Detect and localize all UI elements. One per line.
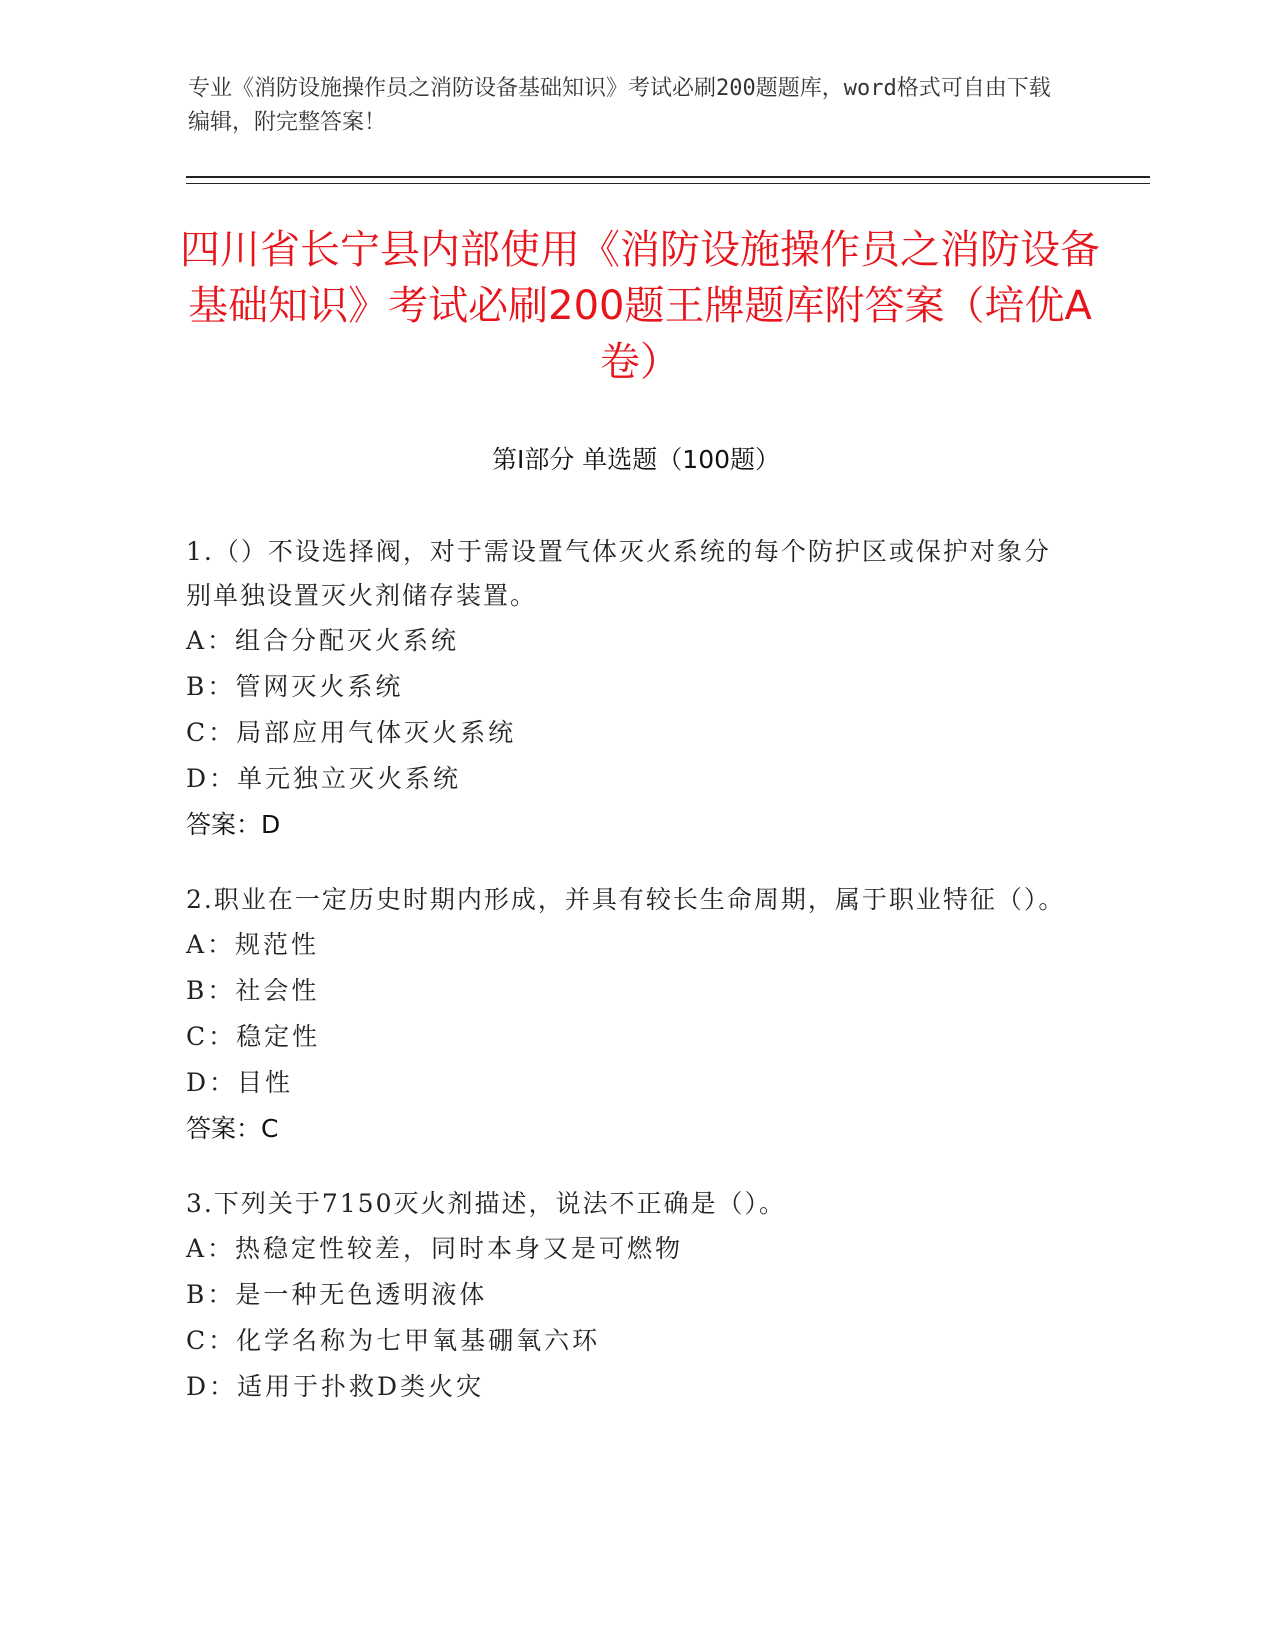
- answer-label: 答案：C: [186, 1114, 279, 1143]
- option-a: A：组合分配灭火系统: [186, 626, 460, 655]
- question-item: [186, 1182, 1066, 1410]
- option-d: D：目性: [186, 1068, 294, 1097]
- option-c: C：稳定性: [186, 1022, 321, 1051]
- option-b: B：社会性: [186, 976, 320, 1005]
- header-note: 专业《消防设施操作员之消防设备基础知识》考试必刷200题题库，word格式可自由下载编辑，附完整答案！: [188, 76, 1051, 135]
- question-stem: 2.职业在一定历史时期内形成，并具有较长生命周期，属于职业特征（）。: [186, 885, 1066, 914]
- option-b: B：是一种无色透明液体: [186, 1280, 488, 1309]
- document-title: 四川省长宁县内部使用《消防设施操作员之消防设备基础知识》考试必刷200题王牌题库附答案（培优A卷）: [180, 227, 1100, 385]
- option-c: C：局部应用气体灭火系统: [186, 718, 517, 747]
- header-divider-thick: [186, 176, 1150, 178]
- question-stem: 3.下列关于7150灭火剂描述，说法不正确是（）。: [186, 1189, 786, 1218]
- header-divider-thin: [186, 183, 1150, 184]
- question-stem: 1.（）不设选择阀，对于需设置气体灭火系统的每个防护区或保护对象分别单独设置灭火剂储存装置。: [186, 537, 1051, 610]
- section-title: 第Ⅰ部分 单选题（100题）: [491, 445, 781, 474]
- option-d: D：单元独立灭火系统: [186, 764, 462, 793]
- option-c: C：化学名称为七甲氧基硼氧六环: [186, 1326, 601, 1355]
- option-a: A：热稳定性较差，同时本身又是可燃物: [186, 1234, 684, 1263]
- option-b: B：管网灭火系统: [186, 672, 404, 701]
- question-item: [186, 530, 1066, 848]
- option-d: D：适用于扑救D类火灾: [186, 1372, 485, 1401]
- question-list: [186, 530, 1066, 1440]
- answer-label: 答案：D: [186, 810, 281, 839]
- question-item: [186, 878, 1066, 1152]
- option-a: A：规范性: [186, 930, 320, 959]
